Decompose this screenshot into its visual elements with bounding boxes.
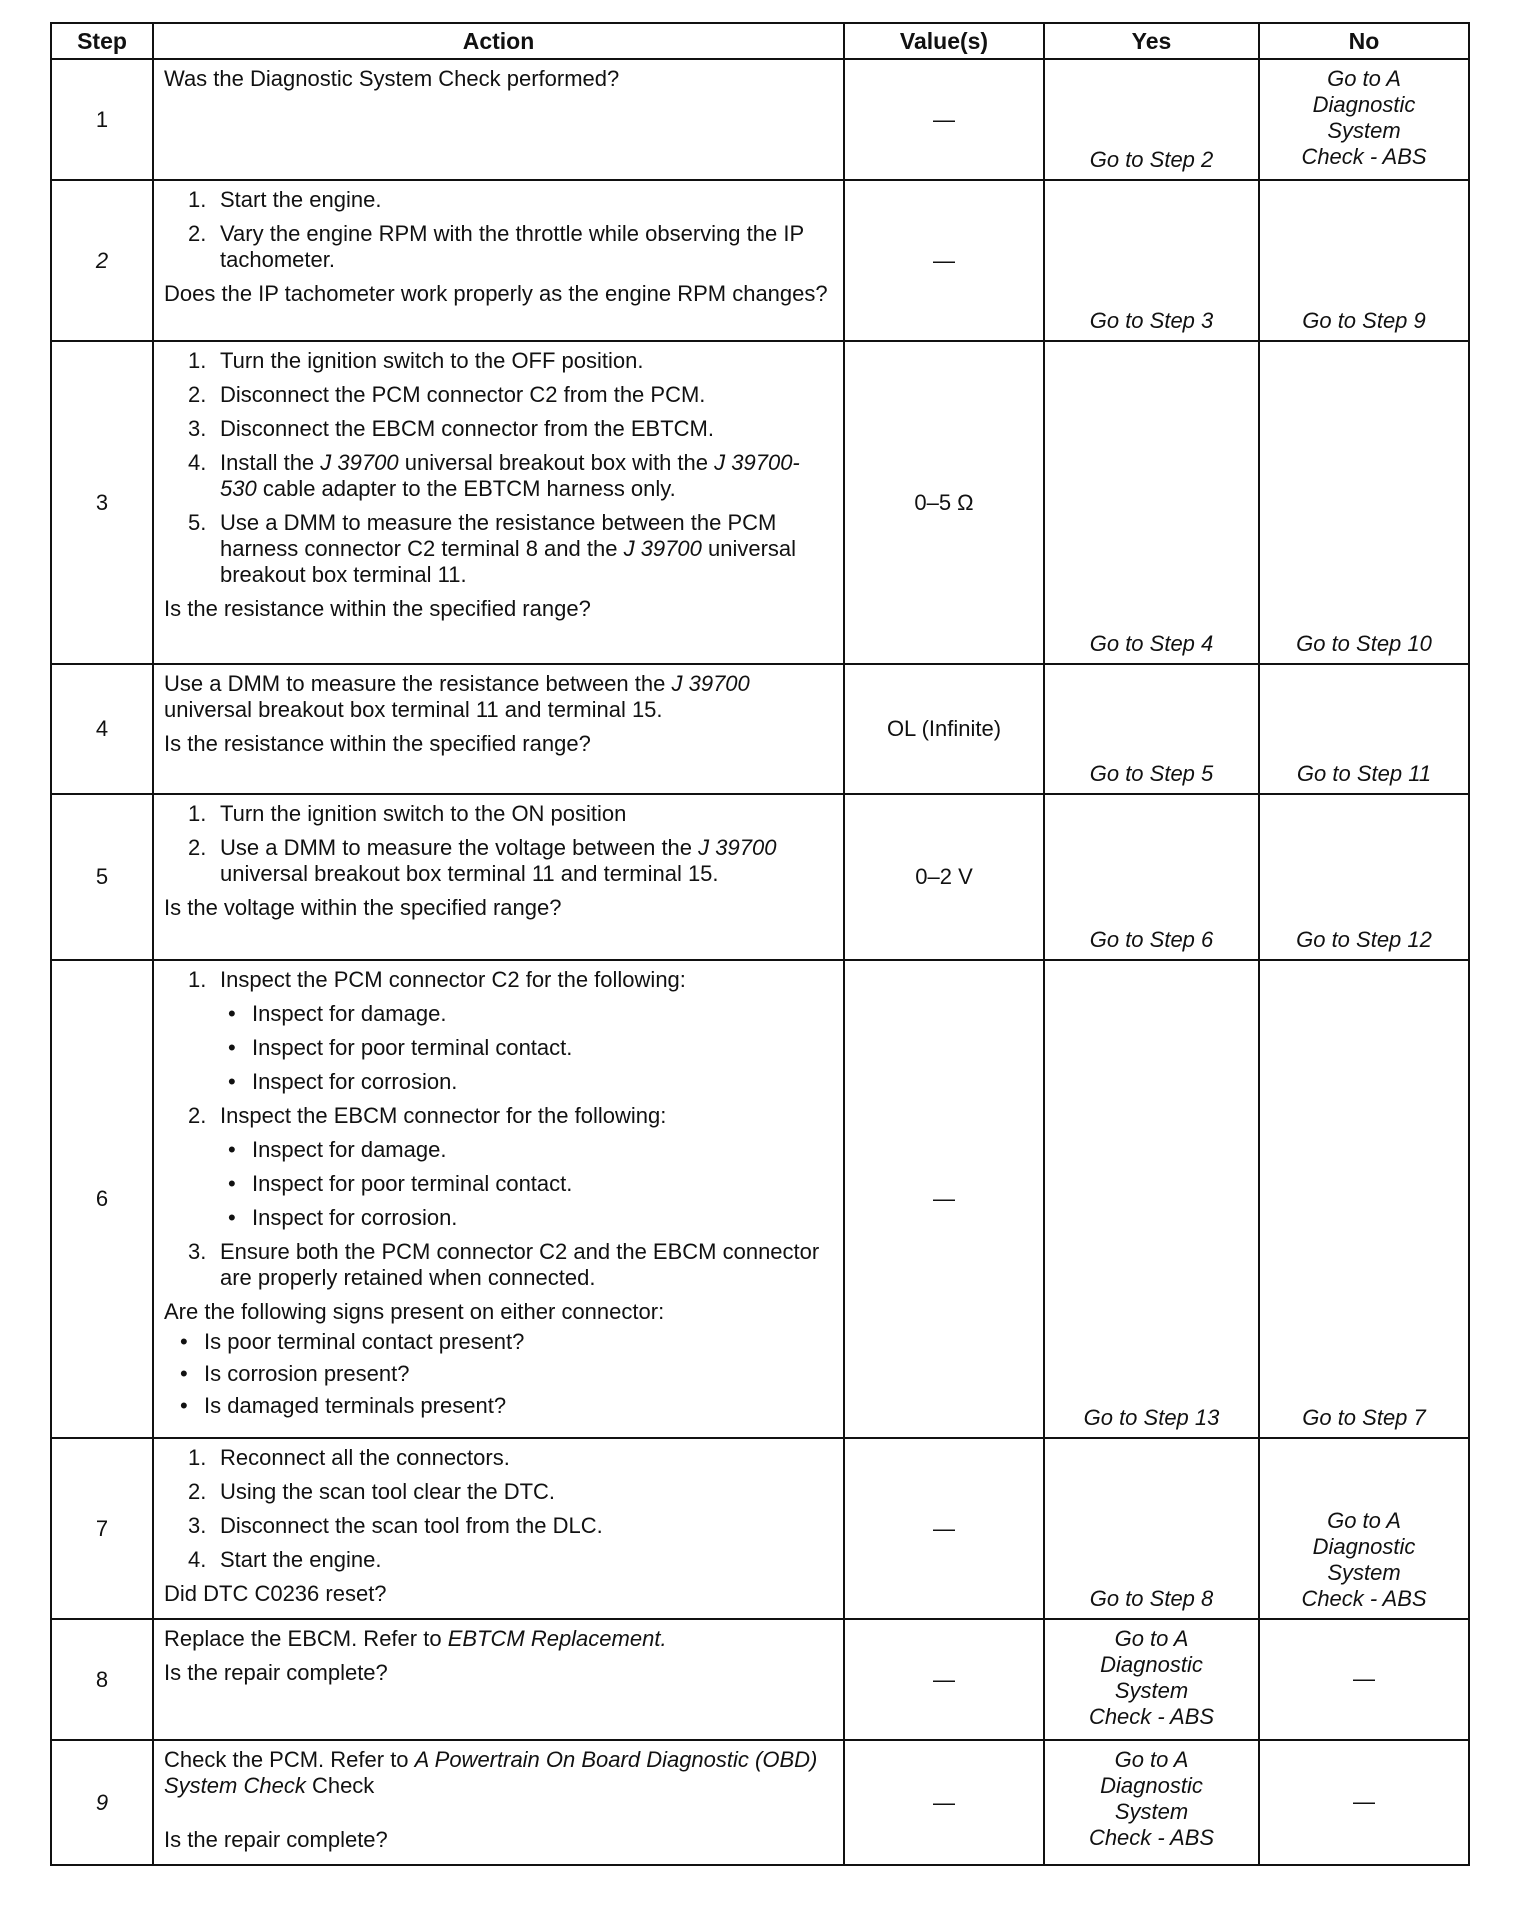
yes-cell: Go to Step 2 (1044, 59, 1259, 180)
value-cell: — (844, 1619, 1044, 1740)
table-row (51, 341, 1469, 664)
action-cell: Check the PCM. Refer to A Powertrain On Board Diagnostic (OBD) System Check Check Is the repair complete? (153, 1740, 844, 1865)
header-yes: Yes (1044, 23, 1259, 59)
value-cell: — (844, 59, 1044, 180)
no-cell: Go to Step 12 (1259, 794, 1469, 960)
diagnostic-table (50, 22, 1470, 1866)
no-cell: Go to A Diagnostic System Check - ABS (1259, 1438, 1469, 1619)
no-cell: — (1259, 1619, 1469, 1740)
step-number: 8 (51, 1619, 153, 1740)
action-cell: Use a DMM to measure the resistance between the J 39700 universal breakout box terminal 11 and terminal 15. Is the resistance within the specified range? (153, 664, 844, 794)
header-row (51, 23, 1469, 59)
value-cell: — (844, 180, 1044, 341)
yes-cell: Go to Step 3 (1044, 180, 1259, 341)
value-cell: — (844, 1438, 1044, 1619)
table-row (51, 1740, 1469, 1865)
value-cell: — (844, 960, 1044, 1438)
table-row (51, 1619, 1469, 1740)
table-row (51, 180, 1469, 341)
step-number: 4 (51, 664, 153, 794)
no-cell: Go to Step 11 (1259, 664, 1469, 794)
no-cell: Go to Step 10 (1259, 341, 1469, 664)
step-number: 2 (51, 180, 153, 341)
no-cell: — (1259, 1740, 1469, 1865)
header-action: Action (153, 23, 844, 59)
table-row (51, 1438, 1469, 1619)
value-cell: 0–5 Ω (844, 341, 1044, 664)
step-number: 5 (51, 794, 153, 960)
step-number: 3 (51, 341, 153, 664)
table-row (51, 664, 1469, 794)
step-number: 6 (51, 960, 153, 1438)
header-step: Step (51, 23, 153, 59)
action-cell: Replace the EBCM. Refer to EBTCM Replacement. Is the repair complete? (153, 1619, 844, 1740)
no-cell: Go to Step 7 (1259, 960, 1469, 1438)
table-row (51, 59, 1469, 180)
action-cell: 1. Reconnect all the connectors. 2. Using the scan tool clear the DTC. 3. Disconnect the scan tool from the DLC. 4. Start the engine. Did DTC C0236 reset? (153, 1438, 844, 1619)
yes-cell: Go to Step 8 (1044, 1438, 1259, 1619)
value-cell: OL (Infinite) (844, 664, 1044, 794)
yes-cell: Go to Step 5 (1044, 664, 1259, 794)
action-cell: 1. Turn the ignition switch to the ON position 2. Use a DMM to measure the voltage between the J 39700 universal breakout box terminal 11 and terminal 15. Is the voltage within the specified range? (153, 794, 844, 960)
action-cell: 1. Start the engine. 2. Vary the engine RPM with the throttle while observing the IP tachometer. Does the IP tachometer work properly as the engine RPM changes? (153, 180, 844, 341)
step-number: 7 (51, 1438, 153, 1619)
action-cell: 1. Inspect the PCM connector C2 for the following: • Inspect for damage. • Inspect for poor terminal contact. • Inspect for corrosion. 2. Inspect the EBCM connector for the following: • Inspect for damage. • Inspect for poor terminal contact. • Inspect for corrosion. 3. Ensure both the PCM connector C2 and the EBCM connector are properly retained when connected. Are the following signs present on either connector: • Is poor terminal contact present? • Is corrosion present? • Is damaged terminals present? (153, 960, 844, 1438)
yes-cell: Go to Step 4 (1044, 341, 1259, 664)
yes-cell: Go to A Diagnostic System Check - ABS (1044, 1740, 1259, 1865)
action-cell: 1. Turn the ignition switch to the OFF position. 2. Disconnect the PCM connector C2 from the PCM. 3. Disconnect the EBCM connector from the EBTCM. 4. Install the J 39700 universal breakout box with the J 39700-530 cable adapter to the EBTCM harness only. 5. Use a DMM to measure the resistance between the PCM harness connector C2 terminal 8 and the J 39700 universal breakout box terminal 11. Is the resistance within the specified range? (153, 341, 844, 664)
table-row (51, 960, 1469, 1438)
step-number: 9 (51, 1740, 153, 1865)
header-no: No (1259, 23, 1469, 59)
no-cell: Go to A Diagnostic System Check - ABS (1259, 59, 1469, 180)
action-cell: Was the Diagnostic System Check performed? (153, 59, 844, 180)
step-number: 1 (51, 59, 153, 180)
value-cell: — (844, 1740, 1044, 1865)
no-cell: Go to Step 9 (1259, 180, 1469, 341)
header-values: Value(s) (844, 23, 1044, 59)
value-cell: 0–2 V (844, 794, 1044, 960)
yes-cell: Go to Step 6 (1044, 794, 1259, 960)
yes-cell: Go to A Diagnostic System Check - ABS (1044, 1619, 1259, 1740)
table-row (51, 794, 1469, 960)
yes-cell: Go to Step 13 (1044, 960, 1259, 1438)
